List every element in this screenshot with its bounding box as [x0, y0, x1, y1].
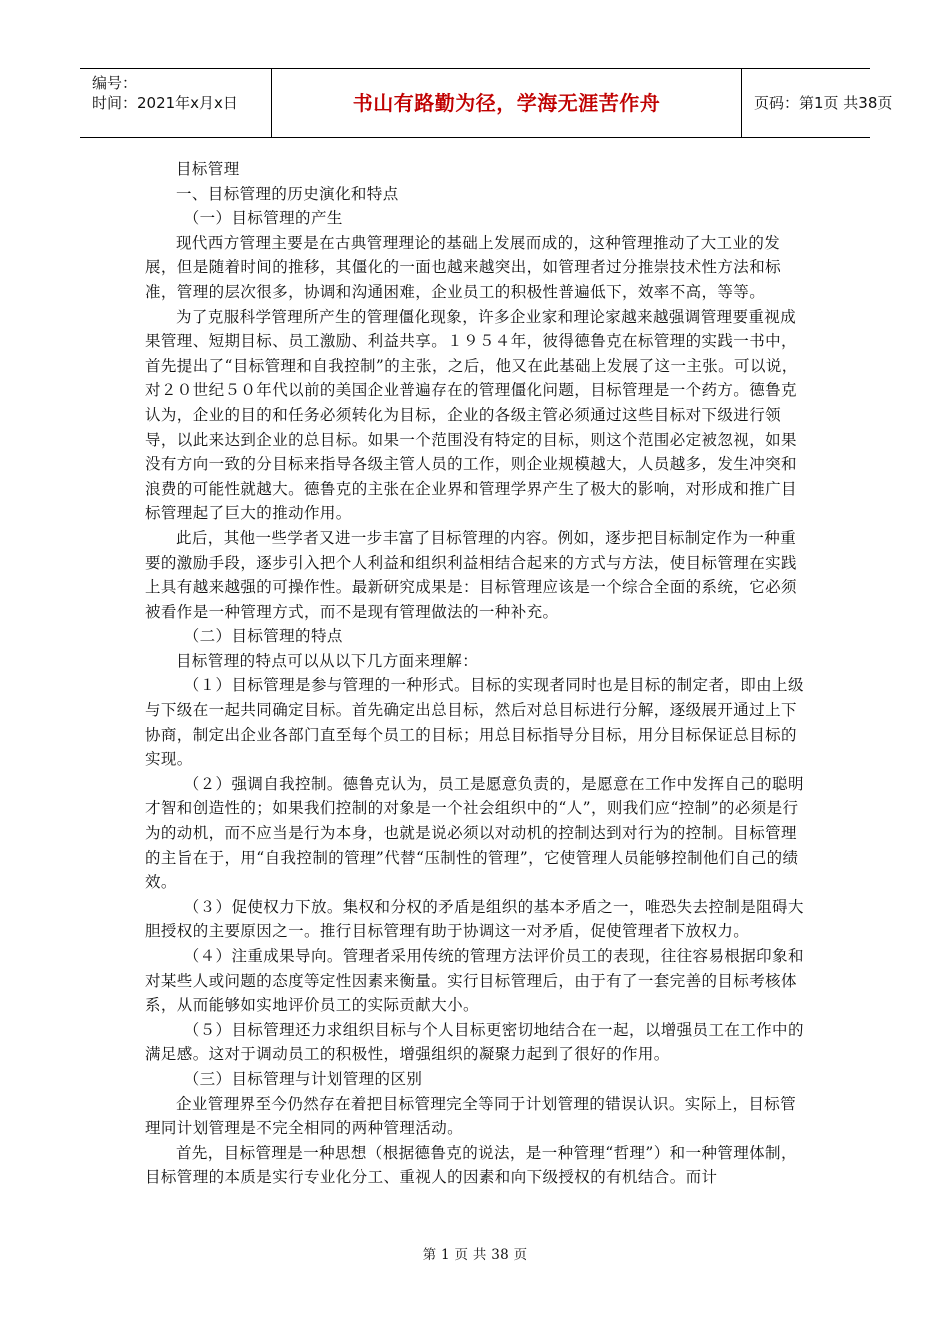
document-number-label: 编号：	[92, 74, 138, 92]
subsection-heading: （二）目标管理的特点	[183, 627, 343, 646]
list-item: （１）目标管理是参与管理的一种形式。目标的实现者同时也是目标的制定者，即由上级与下级在一起共同确定目标。首先确定出总目标，然后对总目标进行分解，逐级展开通过上下协商，制定出企业各部门直至每个员工的目标；用总目标指导分目标，用分目标保证总目标的实现。	[145, 676, 804, 769]
header-motto: 书山有路勤为径，学海无涯苦作舟	[272, 69, 742, 137]
body-paragraph: 现代西方管理主要是在古典管理理论的基础上发展而成的，这种管理推动了大工业的发展，但是随着时间的推移，其僵化的一面也越来越突出，如管理者过分推崇技术性方法和标准，管理的层次很多，协调和沟通困难，企业员工的积极性普遍低下，效率不高，等等。	[145, 233, 782, 301]
header-left-cell	[80, 69, 272, 137]
header-page-number: 页码：第1页 共38页	[754, 94, 893, 112]
subsection-heading: （一）目标管理的产生	[183, 209, 343, 228]
document-body	[145, 157, 805, 1190]
page-footer: 第 1 页 共 38 页	[422, 1247, 528, 1263]
section-heading: 一、目标管理的历史演化和特点	[176, 184, 399, 203]
list-item: （５）目标管理还力求组织目标与个人目标更密切地结合在一起，以增强员工在工作中的满足感。这对于调动员工的积极性，增强组织的凝聚力起到了很好的作用。	[145, 1020, 804, 1064]
body-paragraph: 目标管理的特点可以从以下几方面来理解：	[176, 651, 479, 670]
subsection-heading: （三）目标管理与计划管理的区别	[183, 1069, 423, 1088]
list-item: （３）促使权力下放。集权和分权的矛盾是组织的基本矛盾之一，唯恐失去控制是阻碍大胆授权的主要原因之一。推行目标管理有助于协调这一对矛盾，促使管理者下放权力。	[145, 897, 804, 941]
body-paragraph: 为了克服科学管理所产生的管理僵化现象，许多企业家和理论家越来越强调管理要重视成果管理、短期目标、员工激励、利益共享。１９５４年，彼得德鲁克在标管理的实践一书中，首先提出了“目标管理和自我控制”的主张，之后，他又在此基础上发展了这一主张。可以说，对２０世纪５０年代以前的美国企业普遍存在的管理僵化问题，目标管理是一个药方。德鲁克认为，企业的目的和任务必须转化为目标，企业的各级主管必须通过这些目标对下级进行领导，以此来达到企业的总目标。如果一个范围没有特定的目标，则这个范围必定被忽视，如果没有方向一致的分目标来指导各级主管人员的工作，则企业规模越大，人员越多，发生冲突和浪费的可能性就越大。德鲁克的主张在企业界和管理学界产生了极大的影响，对形成和推广目标管理起了巨大的推动作用。	[145, 307, 798, 523]
page-header	[80, 68, 893, 138]
body-paragraph: 首先，目标管理是一种思想（根据德鲁克的说法，是一种管理“哲理”）和一种管理体制，目标管理的本质是实行专业化分工、重视人的因素和向下级授权的有机结合。而计	[145, 1143, 797, 1187]
document-date: 时间：2021年x月x日	[92, 94, 238, 112]
document-title: 目标管理	[176, 160, 240, 178]
list-item: （２）强调自我控制。德鲁克认为，员工是愿意负责的，是愿意在工作中发挥自己的聪明才智和创造性的；如果我们控制的对象是一个社会组织中的“人”，则我们应“控制”的必须是行为的动机，而不应当是行为本身，也就是说必须以对动机的控制达到对行为的控制。目标管理的主旨在于，用“自我控制的管理”代替“压制性的管理”，它使管理人员能够控制他们自己的绩效。	[145, 774, 804, 892]
body-paragraph: 企业管理界至今仍然存在着把目标管理完全等同于计划管理的错误认识。实际上，目标管理同计划管理是不完全相同的两种管理活动。	[145, 1094, 797, 1138]
body-paragraph: 此后，其他一些学者又进一步丰富了目标管理的内容。例如，逐步把目标制定作为一种重要的激励手段，逐步引入把个人利益和组织利益相结合起来的方式与方法，使目标管理在实践上具有越来越强的可操作性。最新研究成果是：目标管理应该是一个综合全面的系统，它必须被看作是一种管理方式，而不是现有管理做法的一种补充。	[145, 528, 797, 621]
list-item: （４）注重成果导向。管理者采用传统的管理方法评价员工的表现，往往容易根据印象和对某些人或问题的态度等定性因素来衡量。实行目标管理后，由于有了一套完善的目标考核体系，从而能够如实地评价员工的实际贡献大小。	[145, 947, 804, 1015]
